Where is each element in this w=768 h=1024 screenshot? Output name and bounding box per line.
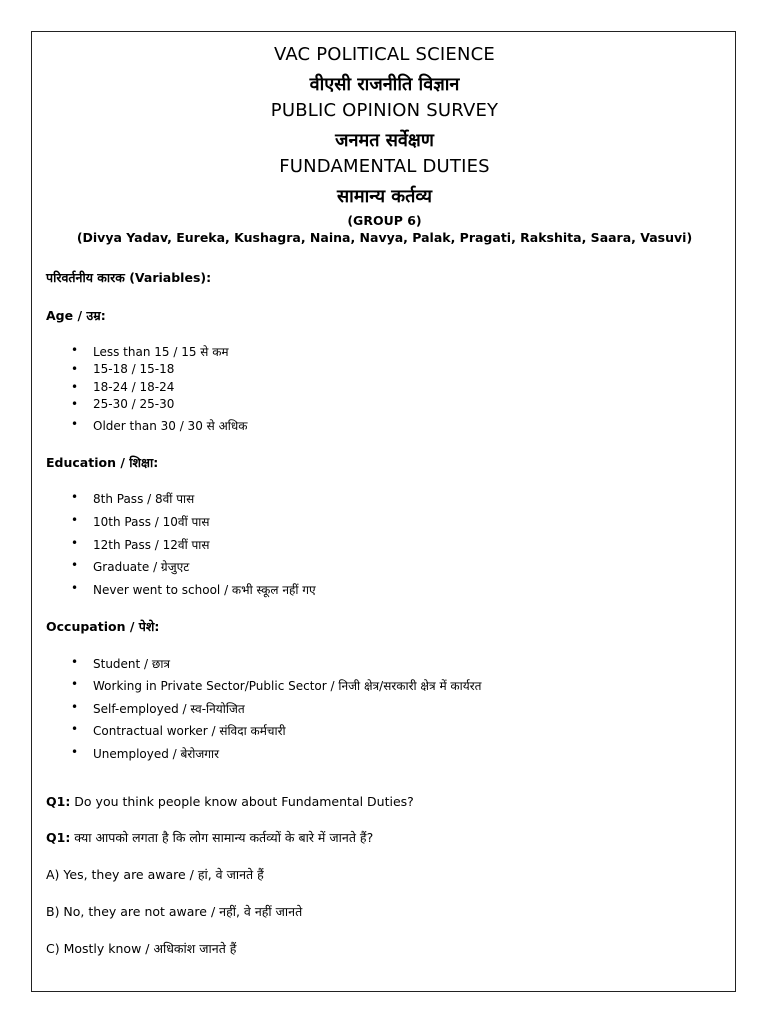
education-option: • 12th Pass / 12वीं पास bbox=[93, 536, 210, 553]
survey-title-hindi: जनमत सर्वेक्षण bbox=[335, 130, 434, 151]
survey-page bbox=[31, 31, 736, 992]
title-english: VAC POLITICAL SCIENCE bbox=[273, 44, 496, 65]
education-option: • 8th Pass / 8वीं पास bbox=[93, 490, 194, 507]
occupation-label: Occupation / पेशे bbox=[46, 619, 155, 634]
age-colon: : bbox=[100, 308, 106, 323]
occupation-option: • Contractual worker / संविदा कर्मचारी bbox=[93, 722, 286, 739]
age-option: • Less than 15 / 15 से कम bbox=[93, 343, 229, 360]
occupation-heading bbox=[46, 618, 159, 635]
education-option: • 10th Pass / 10वीं पास bbox=[93, 513, 210, 530]
question-1-english bbox=[46, 794, 414, 809]
question-1-hindi bbox=[46, 829, 373, 846]
occupation-option: • Unemployed / बेरोजगार bbox=[93, 745, 219, 762]
education-heading bbox=[46, 454, 158, 471]
age-option: • 15-18 / 15-18 bbox=[93, 362, 174, 376]
variables-label-hindi: परिवर्तनीय कारक bbox=[46, 270, 125, 285]
age-option: • Older than 30 / 30 से अधिक bbox=[93, 417, 247, 434]
title-hindi: वीएसी राजनीति विज्ञान bbox=[309, 74, 460, 95]
group-members: (Divya Yadav, Eureka, Kushagra, Naina, Navya, Palak, Pragati, Rakshita, Saara, Vasuvi) bbox=[76, 230, 693, 245]
age-heading bbox=[46, 307, 106, 324]
topic-title-english: FUNDAMENTAL DUTIES bbox=[279, 156, 490, 177]
variables-label-english: (Variables): bbox=[124, 270, 212, 285]
occupation-option: • Student / छात्र bbox=[93, 655, 170, 672]
education-option: • Never went to school / कभी स्कूल नहीं गए bbox=[93, 581, 316, 598]
group-number: (GROUP 6) bbox=[347, 213, 422, 228]
answer-option-c: C) Mostly know / अधिकांश जानते हैं bbox=[46, 941, 237, 956]
education-label: Education / शिक्षा bbox=[46, 455, 154, 470]
occupation-option: • Self-employed / स्व-नियोजित bbox=[93, 700, 245, 717]
answer-option-a: A) Yes, they are aware / हां, वे जानते हैं bbox=[46, 867, 264, 882]
occupation-option: • Working in Private Sector/Public Sector / निजी क्षेत्र/सरकारी क्षेत्र में कार्यरत bbox=[93, 677, 481, 694]
question-1-text-english: Do you think people know about Fundamental Duties? bbox=[70, 794, 414, 809]
variables-heading bbox=[46, 269, 211, 286]
education-colon: : bbox=[153, 455, 159, 470]
topic-title-hindi: सामान्य कर्तव्य bbox=[337, 186, 432, 207]
education-option: • Graduate / ग्रेजुएट bbox=[93, 558, 189, 575]
answer-option-b: B) No, they are not aware / नहीं, वे नहीं जानते bbox=[46, 904, 303, 919]
question-1-label: Q1: bbox=[46, 830, 71, 845]
question-1-text-hindi: क्या आपको लगता है कि लोग सामान्य कर्तव्यों के बारे में जानते हैं? bbox=[70, 830, 374, 845]
survey-title-english: PUBLIC OPINION SURVEY bbox=[270, 100, 499, 121]
age-label: Age / उम्र bbox=[46, 308, 101, 323]
occupation-colon: : bbox=[154, 619, 160, 634]
question-1-label: Q1: bbox=[46, 794, 71, 809]
age-option: • 18-24 / 18-24 bbox=[93, 380, 174, 394]
age-option: • 25-30 / 25-30 bbox=[93, 397, 174, 411]
